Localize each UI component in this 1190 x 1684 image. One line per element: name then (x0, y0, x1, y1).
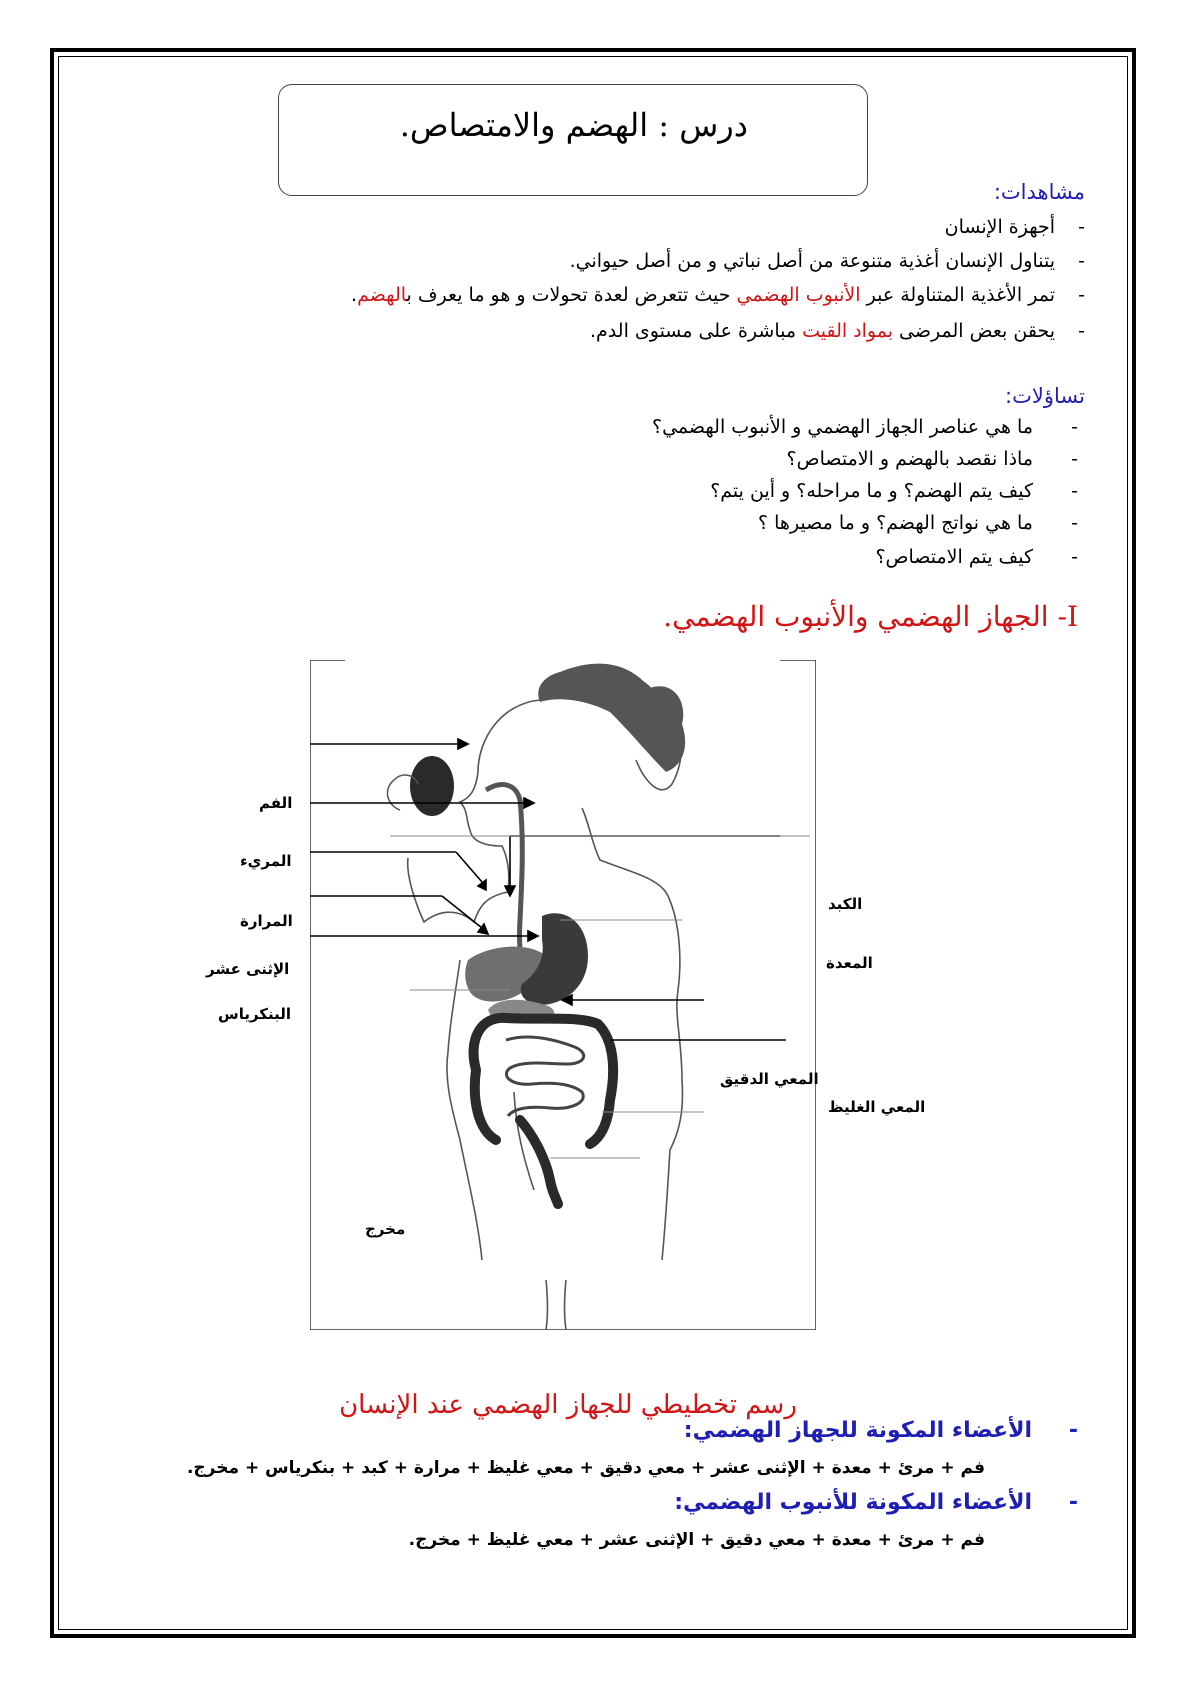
observation-text: يحقن بعض المرضى (893, 320, 1055, 342)
observation-text: أجهزة الإنسان (944, 216, 1055, 238)
highlight-nutrients: بمواد القيت (802, 320, 894, 342)
label-liver: الكبد (828, 895, 863, 913)
question-item (710, 480, 1078, 502)
digestive-system-list: فم + مرئ + معدة + الإثنى عشر + معي دقيق + معي غليظ + مرارة + كبد + بنكرياس + مخرج. (186, 1458, 985, 1478)
question-text: ماذا نقصد بالهضم و الامتصاص؟ (786, 448, 1033, 470)
bullet-dash: - (1078, 320, 1085, 342)
question-item (652, 416, 1078, 438)
bullet-dash: - (1068, 1490, 1078, 1515)
observation-item (351, 284, 1085, 306)
observation-text: . (351, 284, 358, 306)
question-text: ما هي عناصر الجهاز الهضمي و الأنبوب الهضمي؟ (652, 416, 1033, 438)
small-intestine-shape (506, 1037, 584, 1116)
observation-item (590, 320, 1085, 342)
bullet-dash: - (1071, 480, 1078, 502)
lesson-title: درس : الهضم والامتصاص. (399, 106, 748, 144)
hair-shape (538, 664, 685, 772)
observations-heading: مشاهدات: (993, 180, 1085, 204)
bullet-dash: - (1068, 1418, 1078, 1443)
section-title: الجهاز الهضمي والأنبوب الهضمي. (663, 600, 1049, 633)
section-1-heading (663, 600, 1078, 633)
questions-heading: تساؤلات: (1005, 384, 1085, 408)
bullet-dash: - (1071, 448, 1078, 470)
bullet-dash: - (1071, 512, 1078, 534)
apple-shape (410, 756, 454, 816)
observation-item (570, 250, 1085, 272)
label-duodenum: الإثنى عشر (206, 960, 290, 978)
observation-item (945, 216, 1085, 238)
label-large-intestine: المعي الغليظ (828, 1098, 926, 1116)
observation-text: حيث تتعرض لعدة تحولات و هو ما يعرف ب (406, 284, 737, 306)
bullet-dash: - (1078, 250, 1085, 272)
label-pancreas: البنكرياس (218, 1005, 292, 1023)
digestive-tube-heading-row (674, 1490, 1078, 1515)
large-intestine-shape (474, 1018, 614, 1144)
question-text: كيف يتم الامتصاص؟ (875, 546, 1033, 568)
highlight-digestion: الهضم (357, 284, 407, 306)
bullet-dash: - (1071, 416, 1078, 438)
diagram-caption: رسم تخطيطي للجهاز الهضمي عند الإنسان (339, 1390, 797, 1420)
question-item (875, 546, 1078, 568)
label-esophagus: المريء (240, 852, 292, 870)
observation-text: يتناول الإنسان أغذية متنوعة من أصل نباتي و من أصل حيواني. (569, 250, 1055, 272)
observation-text: مباشرة على مستوى الدم. (590, 320, 803, 342)
label-small-intestine: المعي الدقيق (720, 1070, 819, 1088)
digestive-system-heading: الأعضاء المكونة للجهاز الهضمي: (683, 1418, 1032, 1443)
question-text: كيف يتم الهضم؟ و ما مراحله؟ و أين يتم؟ (710, 480, 1033, 502)
section-number: I- (1057, 600, 1078, 633)
bullet-dash: - (1078, 216, 1085, 238)
question-text: ما هي نواتج الهضم؟ و ما مصيرها ؟ (758, 512, 1033, 534)
digestive-tube-heading: الأعضاء المكونة للأنبوب الهضمي: (674, 1490, 1032, 1515)
bullet-dash: - (1071, 546, 1078, 568)
bullet-dash: - (1078, 284, 1085, 306)
observation-text: تمر الأغذية المتناولة عبر (860, 284, 1055, 306)
label-mouth: الفم (259, 794, 293, 812)
highlight-digestive-tube: الأنبوب الهضمي (736, 284, 861, 306)
label-anus: مخرج (365, 1220, 406, 1238)
question-item (758, 512, 1078, 534)
digestive-system-heading-row (684, 1418, 1078, 1443)
label-stomach: المعدة (826, 954, 873, 972)
question-item (787, 448, 1078, 470)
digestive-tube-list: فم + مرئ + معدة + معي دقيق + الإثنى عشر + معي غليظ + مخرج. (408, 1530, 985, 1550)
label-gallbladder: المرارة (240, 912, 293, 930)
